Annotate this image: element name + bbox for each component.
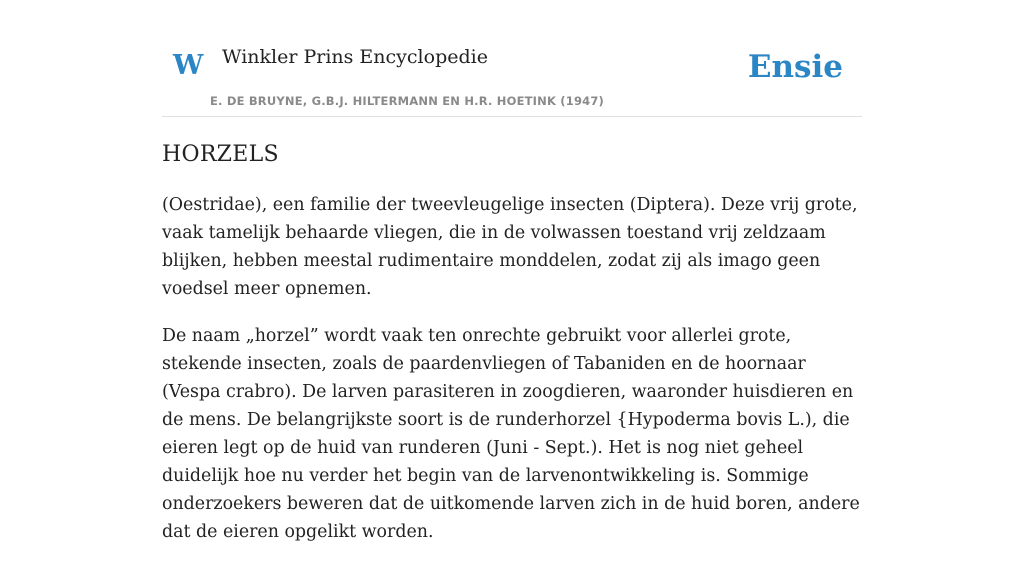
article-paragraph: De naam „horzel” wordt vaak ten onrechte gebruikt voor allerlei grote, stekende insecten, zoals de paardenvliegen of Tabaniden en de hoornaar (Vespa crabro). De larven parasiteren in zoogdieren, waaronder huisdieren en de mens. De belangrijkste soort is de runderhorzel {Hypoderma bovis L.), die eieren legt op de huid van runderen (Juni - Sept.). Het is nog niet geheel duidelijk hoe nu verder het begin van de larvenontwikkeling is. Sommige onderzoekers beweren dat de uitkomende larven zich in de huid boren, andere dat de eieren opgelikt worden.	[162, 326, 860, 542]
article-paragraph: (Oestridae), een familie der tweevleugelige insecten (Diptera). Deze vrij grote, vaak tamelijk behaarde vliegen, die in de volwassen toestand vrij zeldzaam blijken, hebben meestal rudimentaire monddelen, zodat zij als imago geen voedsel meer opnemen.	[162, 195, 858, 299]
brand-logo-link[interactable]: Ensie	[747, 49, 843, 85]
publication-authors: E. DE BRUYNE, G.B.J. HILTERMANN EN H.R. HOETINK (1947)	[210, 94, 605, 108]
publication-logo[interactable]: W	[173, 50, 204, 81]
publication-title[interactable]: Winkler Prins Encyclopedie	[222, 46, 488, 68]
site-header	[162, 0, 862, 117]
article	[162, 140, 864, 565]
article-title: HORZELS	[162, 142, 279, 167]
